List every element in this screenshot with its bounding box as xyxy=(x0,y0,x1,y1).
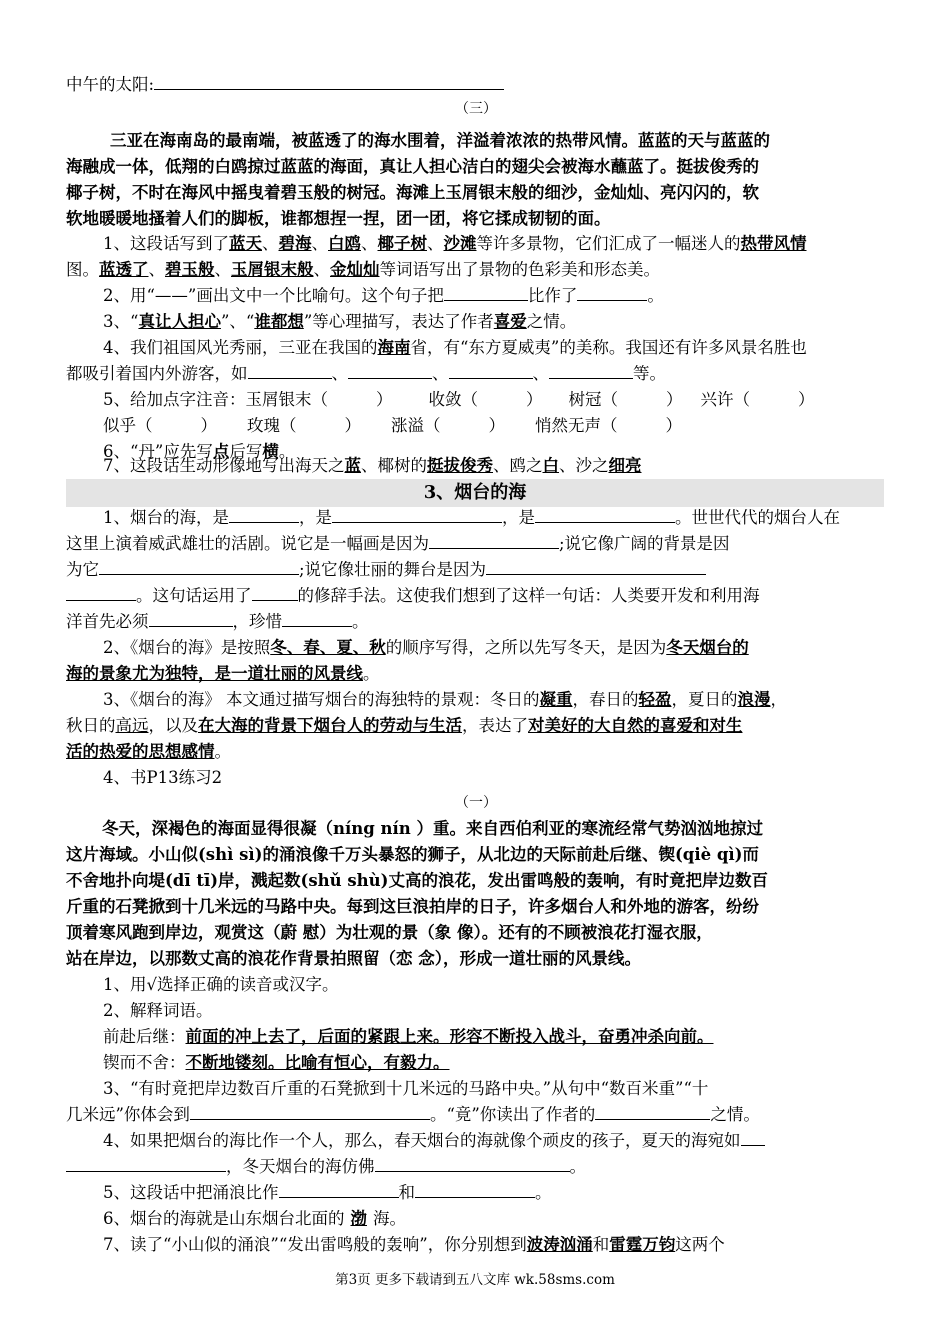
q-text: 7、这段话生动形像地写出海天之 xyxy=(103,456,345,475)
q-text: 4、如果把烟台的海比作一个人，那么，春天烟台的海就像个顽皮的孩子，夏天的海宛如 xyxy=(103,1131,741,1150)
answer-blank[interactable] xyxy=(66,1154,226,1172)
q-text: 7、读了“小山似的涌浪”“发出雷鸣般的轰响”，你分别想到 xyxy=(103,1235,527,1254)
answer-blank[interactable] xyxy=(252,583,298,601)
answer-blank[interactable] xyxy=(282,609,352,627)
q-text: 这里上演着威武雄壮的活剧。说它是一幅画是因为 xyxy=(66,534,429,553)
answer-blank[interactable] xyxy=(486,557,706,575)
question-2 xyxy=(103,283,923,309)
passage-line: 斤重的石凳掀到十几米远的马路中央。每到这巨浪拍岸的日子，许多烟台人和外地的游客，纷纷 xyxy=(66,897,759,916)
lesson-question-2-cont xyxy=(66,661,886,687)
answer-blank[interactable] xyxy=(248,361,332,379)
passage-line: 冬天，深褐色的海面显得很凝（níng nín ）重。来自西伯利亚的寒流经常气势汹汹地掠过 xyxy=(102,819,764,838)
answer-text: 浪漫 xyxy=(737,690,771,709)
lesson-question-1-cont xyxy=(66,557,886,583)
section-one-question-3-cont xyxy=(66,1102,886,1128)
q-text: 和 xyxy=(398,1183,415,1202)
q-text: 省，有“东方夏威夷”的美称。我国还有许多风景名胜也 xyxy=(410,338,807,357)
answer-blank[interactable] xyxy=(577,283,647,301)
pinyin-item: 似乎（ xyxy=(103,416,153,435)
question-1 xyxy=(103,231,923,257)
lesson-question-1-cont xyxy=(66,609,886,635)
q-text: ，珍惜 xyxy=(232,612,282,631)
pinyin-item: ） xyxy=(376,390,393,409)
q-text: 的修辞手法。这使我们想到了这样一句话：人类要开发和利用海 xyxy=(297,586,760,605)
pinyin-item: 悄然无声（ xyxy=(535,416,618,435)
q-text: 。世世代代的烟台人在 xyxy=(675,508,840,527)
answer-blank[interactable] xyxy=(229,505,299,523)
section-one-question-4 xyxy=(103,1128,923,1154)
section-three-title: （三） xyxy=(455,101,497,117)
q-text: 。“竟”你读出了作者的 xyxy=(429,1105,596,1124)
q-text: 6、“丹”应先写 xyxy=(103,442,213,461)
q-text: 比作了 xyxy=(527,286,578,305)
q-text: ， xyxy=(770,690,787,709)
section-one-question-1: 1、用√选择正确的读音或汉字。 xyxy=(103,975,339,994)
answer-text: 横 xyxy=(262,442,279,461)
answer-text: 海南 xyxy=(377,338,411,357)
separator: 、 xyxy=(148,260,165,279)
answer-text: 冬天烟台的 xyxy=(666,638,749,657)
q-text: 。 xyxy=(569,1157,586,1176)
answer-blank[interactable] xyxy=(741,1128,765,1146)
lesson-question-3 xyxy=(103,687,923,713)
answer-text: 真让人担心 xyxy=(138,312,221,331)
pinyin-item: ） xyxy=(798,390,815,409)
separator: 、 xyxy=(331,364,348,383)
q-text: 3、《烟台的海》 本文通过描写烟台的海独特的景观：冬日的 xyxy=(103,690,540,709)
q-text: 都吸引着国内外游客，如 xyxy=(66,364,248,383)
question-5-cont xyxy=(103,413,923,439)
q-text: 这两个 xyxy=(675,1235,725,1254)
answer-text: 金灿灿 xyxy=(330,260,380,279)
pinyin-item: 树冠（ xyxy=(568,390,618,409)
answer-blank[interactable] xyxy=(149,609,233,627)
answer-blank[interactable] xyxy=(190,1102,430,1120)
passage-line: 三亚在海南岛的最南端，被蓝透了的海水围着，洋溢着浓浓的热带风情。蓝蓝的天与蓝蓝的 xyxy=(110,131,770,150)
pinyin-item: 收敛（ xyxy=(428,390,478,409)
q-text: 之情。 xyxy=(526,312,577,331)
lesson-question-1-cont xyxy=(66,531,886,557)
answer-text: 高远 xyxy=(115,716,149,735)
q-text: 5、给加点字注音： xyxy=(103,390,246,409)
lesson-question-2 xyxy=(103,635,923,661)
question-5 xyxy=(103,387,923,413)
q-text: 。 xyxy=(278,442,296,461)
answer-text: 凝重 xyxy=(539,690,573,709)
q-text: ，以及 xyxy=(148,716,198,735)
answer-blank[interactable] xyxy=(99,557,299,575)
q-text: 。 xyxy=(363,664,380,683)
pinyin-item: ） xyxy=(488,416,505,435)
answer-blank[interactable] xyxy=(66,583,136,601)
answer-text: 活的热爱的思想感情 xyxy=(66,742,215,761)
answer-blank[interactable] xyxy=(549,361,633,379)
section-one-question-5 xyxy=(103,1180,923,1206)
answer-text: 沙滩 xyxy=(443,234,477,253)
answer-text: 碧玉般 xyxy=(165,260,215,279)
separator: 、 xyxy=(313,260,330,279)
answer-text: 白 xyxy=(542,456,559,475)
q-text: ”、“ xyxy=(220,312,255,331)
answer-blank[interactable] xyxy=(154,72,504,90)
answer-text: 谁都想 xyxy=(254,312,304,331)
answer-text: 白鸥 xyxy=(328,234,361,253)
passage-line: 不舍地扑向堤(dī tī)岸，溅起数(shǔ shù)丈高的浪花，发出雷鸣般的轰响，有时竟把岸边数百 xyxy=(66,871,768,890)
definition-2 xyxy=(103,1050,923,1076)
q-text: ，夏日的 xyxy=(671,690,738,709)
passage-line: 椰子树，不时在海风中摇曳着碧玉般的树冠。海滩上玉屑银末般的细沙，金灿灿、亮闪闪的，软 xyxy=(66,183,759,202)
pinyin-item: ） xyxy=(665,416,682,435)
section-one-question-6 xyxy=(103,1206,923,1232)
q-text: 4、我们祖国风光秀丽，三亚在我国的 xyxy=(103,338,378,357)
passage-line: 海融成一体，低翔的白鸥掠过蓝蓝的海面，真让人担心洁白的翅尖会被海水蘸蓝了。挺拔俊秀的 xyxy=(66,157,759,176)
q-text: 为它 xyxy=(66,560,99,579)
definition-text: 前面的冲上去了，后面的紧跟上来。形容不断投入战斗，奋勇冲杀向前。 xyxy=(185,1027,714,1046)
answer-text: 蓝天 xyxy=(229,234,262,253)
section-one-question-4-cont xyxy=(66,1154,886,1180)
lesson-question-4: 4、书P13练习2 xyxy=(103,768,223,787)
q-text: ”等心理描写，表达了作者 xyxy=(303,312,494,331)
q-text: 几米远”你体会到 xyxy=(66,1105,190,1124)
q-text: 2、用“——”画出文中一个比喻句。这个句子把 xyxy=(103,286,444,305)
pinyin-item: ） xyxy=(666,390,683,409)
q-text: 之情。 xyxy=(710,1105,760,1124)
separator: 、 xyxy=(361,234,378,253)
separator: 、 xyxy=(427,234,444,253)
q-text: 、椰树的 xyxy=(361,456,427,475)
q-text: 5、这段话中把涌浪比作 xyxy=(103,1183,279,1202)
q-text: 等。 xyxy=(633,364,666,383)
q-text: ，表达了 xyxy=(462,716,528,735)
separator: 、 xyxy=(311,234,328,253)
section-one-question-3: 3、“有时竟把岸边数百斤重的石凳掀到十几米远的马路中央。”从句中“数百米重”“十 xyxy=(103,1079,709,1098)
answer-blank[interactable] xyxy=(595,1102,710,1120)
section-one-question-2: 2、解释词语。 xyxy=(103,1001,213,1020)
lesson-question-1-cont xyxy=(66,583,886,609)
answer-text: 碧海 xyxy=(278,234,312,253)
definition-term: 锲而不舍： xyxy=(103,1053,186,1072)
q-text: 、沙之 xyxy=(559,456,609,475)
q-text: 3、“ xyxy=(103,312,139,331)
answer-text: 雷霆万钧 xyxy=(609,1235,676,1254)
separator: 、 xyxy=(432,364,449,383)
q-text: 等许多景物，它们汇成了一幅迷人的 xyxy=(476,234,741,253)
section-one-question-7 xyxy=(103,1232,923,1258)
answer-blank[interactable] xyxy=(449,361,533,379)
answer-text: 蓝 xyxy=(344,456,361,475)
q-text: ;说它像壮丽的舞台是因为 xyxy=(299,560,487,579)
lesson-question-3-cont xyxy=(66,713,886,739)
section-one-title: （一） xyxy=(455,795,497,811)
q-text: ，春日的 xyxy=(572,690,639,709)
q-text: 2、《烟台的海》是按照 xyxy=(103,638,271,657)
answer-text: 蓝透了 xyxy=(99,260,149,279)
separator: 、 xyxy=(262,234,279,253)
answer-text: 在大海的背景下烟台人的劳动与生活 xyxy=(198,716,462,735)
noon-sun-label: 中午的太阳: xyxy=(66,75,155,94)
answer-text: 挺拔俊秀 xyxy=(427,456,493,475)
pinyin-item: 兴许（ xyxy=(700,390,750,409)
lesson-question-1 xyxy=(103,505,923,531)
q-text: ，冬天烟台的海仿佛 xyxy=(226,1157,375,1176)
q-text: 的顺序写得，之所以先写冬天，是因为 xyxy=(385,638,667,657)
pinyin-item: ） xyxy=(344,416,361,435)
answer-text: 海的景象尤为独特，是一道壮丽的风景线 xyxy=(66,664,363,683)
definition-term: 前赴后继： xyxy=(103,1027,186,1046)
passage-line: 站在岸边，以那数丈高的浪花作背景拍照留（恋 念），形成一道壮丽的风景线。 xyxy=(66,949,641,968)
q-text: 洋首先必须 xyxy=(66,612,149,631)
q-text: ，是 xyxy=(502,508,535,527)
q-text: 后写 xyxy=(229,442,263,461)
noon-sun-line xyxy=(66,72,886,98)
separator: 、 xyxy=(214,260,231,279)
q-text: 。 xyxy=(647,286,664,305)
answer-blank[interactable] xyxy=(535,505,675,523)
question-4-cont xyxy=(66,361,886,387)
answer-blank[interactable] xyxy=(429,531,559,549)
passage-line: 软地暖暖地搔着人们的脚板，谁都想捏一捏，团一团，将它揉成韧韧的面。 xyxy=(66,209,611,228)
q-text: 。 xyxy=(214,742,231,761)
q-text: 1、这段话写到了 xyxy=(103,234,229,253)
q-text: 秋日的 xyxy=(66,716,116,735)
q-text: 海。 xyxy=(373,1209,406,1228)
passage-line: 顶着寒风跑到岸边，观赏这（蔚 慰）为壮观的景（象 像）。还有的不顾被浪花打湿衣服， xyxy=(66,923,713,942)
q-text: 。这句话运用了 xyxy=(136,586,252,605)
q-text: 等词语写出了景物的色彩美和形态美。 xyxy=(379,260,660,279)
answer-text: 渤 xyxy=(350,1209,367,1228)
answer-text: 喜爱 xyxy=(493,312,527,331)
answer-blank[interactable] xyxy=(375,1154,570,1172)
answer-text: 点 xyxy=(212,442,230,461)
pinyin-item: ） xyxy=(200,416,217,435)
answer-text: 玉屑银末般 xyxy=(231,260,314,279)
q-text: ;说它像广阔的背景是因 xyxy=(559,534,730,553)
q-text: 和 xyxy=(592,1235,610,1254)
question-3 xyxy=(103,309,923,335)
answer-text: 对美好的大自然的喜爱和对生 xyxy=(528,716,743,735)
answer-text: 轻盈 xyxy=(638,690,672,709)
q-text: ，是 xyxy=(299,508,332,527)
answer-text: 波涛汹涌 xyxy=(526,1235,593,1254)
q-text: 6、烟台的海就是山东烟台北面的 xyxy=(103,1209,345,1228)
answer-text: 冬、春、夏、秋 xyxy=(270,638,386,657)
passage-line: 这片海域。小山似(shì sì)的涌浪像千万头暴怒的狮子，从北边的天际前赴后继、锲(qiè qì)而 xyxy=(66,845,759,864)
answer-blank[interactable] xyxy=(279,1180,399,1198)
definition-text: 不断地镂刻。比喻有恒心，有毅力。 xyxy=(185,1053,450,1072)
question-4 xyxy=(103,335,923,361)
answer-blank[interactable] xyxy=(444,283,528,301)
answer-text: 椰子树 xyxy=(377,234,427,253)
pinyin-item: 玫瑰（ xyxy=(247,416,297,435)
page-footer: 第3页 更多下载请到五八文库 wk.58sms.com xyxy=(335,1272,615,1288)
answer-blank[interactable] xyxy=(332,505,502,523)
q-text: 。 xyxy=(535,1183,552,1202)
q-text: 。 xyxy=(352,612,369,631)
lesson-question-3-cont xyxy=(66,739,886,765)
q-text: 图。 xyxy=(66,260,99,279)
definition-1 xyxy=(103,1024,923,1050)
answer-text: 热带风情 xyxy=(740,234,807,253)
lesson-title: 3、烟台的海 xyxy=(423,482,527,503)
q-text: 1、烟台的海，是 xyxy=(103,508,229,527)
answer-blank[interactable] xyxy=(348,361,432,379)
pinyin-item: ） xyxy=(526,390,543,409)
answer-text: 细亮 xyxy=(608,456,642,475)
pinyin-item: 玉屑银末（ xyxy=(245,390,328,409)
separator: 、 xyxy=(532,364,549,383)
question-7 xyxy=(103,453,923,479)
answer-blank[interactable] xyxy=(415,1180,535,1198)
question-1-cont xyxy=(66,257,886,283)
q-text: 、鸥之 xyxy=(493,456,543,475)
pinyin-item: 涨溢（ xyxy=(391,416,441,435)
